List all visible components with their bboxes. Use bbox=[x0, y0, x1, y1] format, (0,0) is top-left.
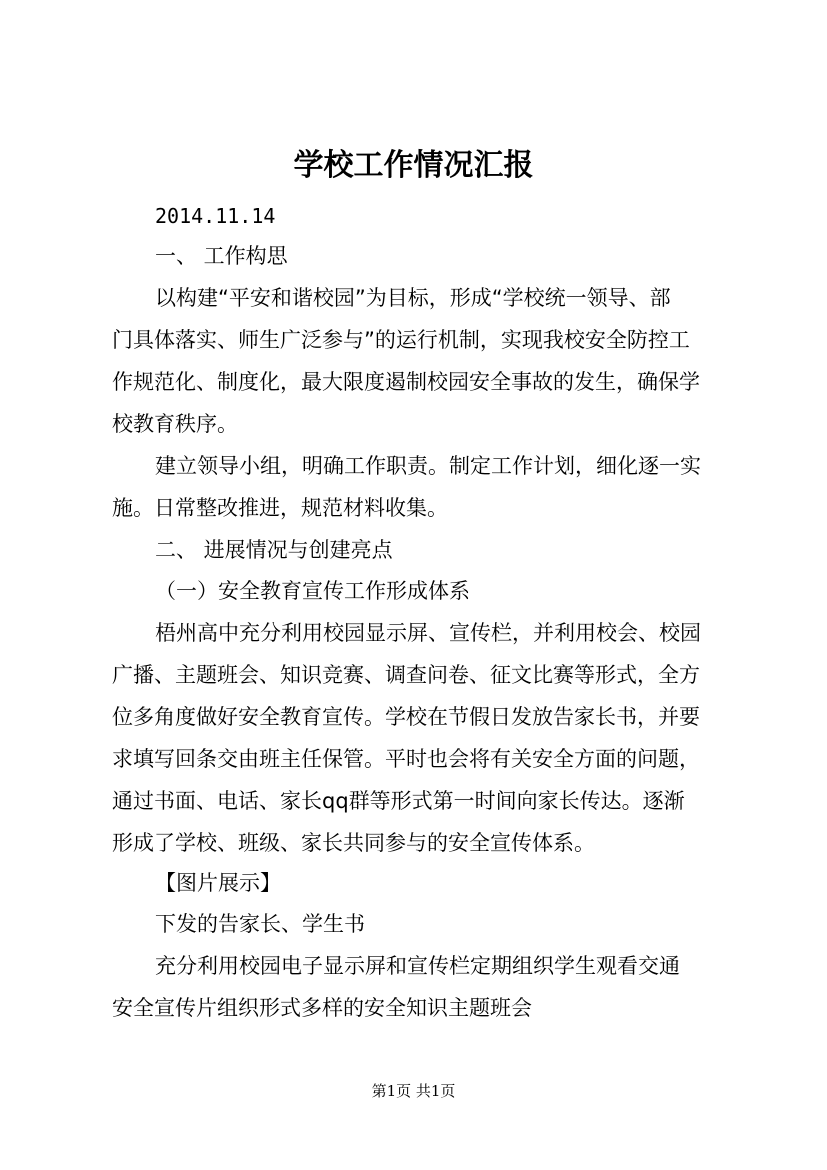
paragraph-line: 求填写回条交由班主任保管。平时也会将有关安全方面的问题， bbox=[112, 747, 700, 771]
paragraph-line: 位多角度做好安全教育宣传。学校在节假日发放告家长书，并要 bbox=[112, 705, 700, 729]
image-caption: 下发的告家长、学生书 bbox=[155, 912, 365, 936]
section-heading-2: 二、 进展情况与创建亮点 bbox=[155, 538, 393, 562]
paragraph-line: 施。日常整改推进，规范材料收集。 bbox=[112, 496, 448, 520]
document-title: 学校工作情况汇报 bbox=[293, 148, 534, 183]
paragraph-line: 通过书面、电话、家长qq群等形式第一时间向家长传达。逐渐 bbox=[112, 789, 685, 813]
section-heading-1: 一、 工作构思 bbox=[155, 244, 288, 268]
paragraph-line: 安全宣传片组织形式多样的安全知识主题班会 bbox=[112, 996, 532, 1020]
paragraph-line: 梧州高中充分利用校园显示屏、宣传栏，并利用校会、校园 bbox=[155, 621, 701, 645]
paragraph-line: 校教育秩序。 bbox=[112, 412, 238, 436]
paragraph-line: 形成了学校、班级、家长共同参与的安全宣传体系。 bbox=[112, 831, 595, 855]
paragraph-line: 门具体落实、师生广泛参与”的运行机制，实现我校安全防控工 bbox=[112, 328, 690, 352]
paragraph-line: 广播、主题班会、知识竞赛、调查问卷、征文比赛等形式，全方 bbox=[112, 663, 700, 687]
page-footer: 第1页 共1页 bbox=[371, 1082, 456, 1100]
image-section-label: 【图片展示】 bbox=[155, 871, 281, 895]
paragraph-line: 以构建“平安和谐校园”为目标，形成“学校统一领导、部 bbox=[155, 286, 671, 310]
document-date: 2014.11.14 bbox=[155, 204, 276, 228]
subsection-heading: （一）安全教育宣传工作形成体系 bbox=[155, 579, 470, 603]
paragraph-line: 充分利用校园电子显示屏和宣传栏定期组织学生观看交通 bbox=[155, 954, 680, 978]
paragraph-line: 建立领导小组，明确工作职责。制定工作计划，细化逐一实 bbox=[155, 454, 701, 478]
paragraph-line: 作规范化、制度化，最大限度遏制校园安全事故的发生，确保学 bbox=[112, 370, 700, 394]
